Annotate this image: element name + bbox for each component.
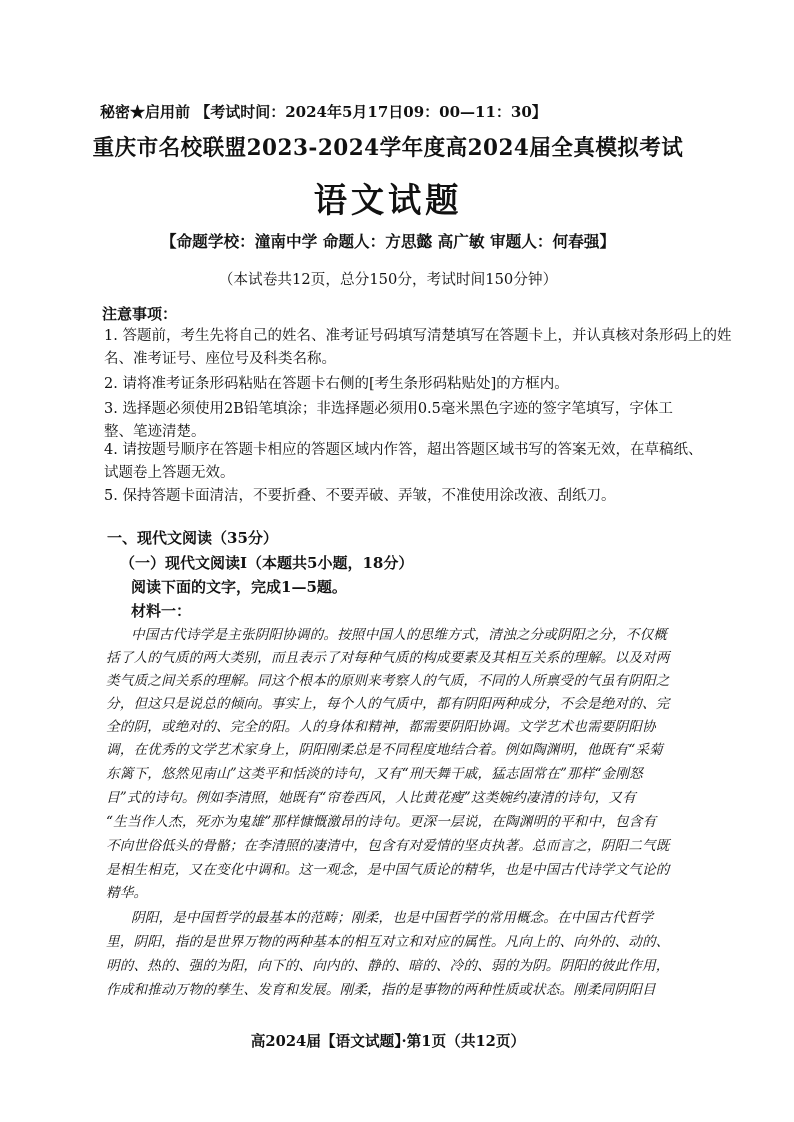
passage-line: 东篱下，悠然见南山”这类平和恬淡的诗句，又有“刑天舞干戚，猛志固常在”那样“金刚怒 xyxy=(106,766,643,782)
passage-line: 调，在优秀的文学艺术家身上，阴阳刚柔总是不同程度地结合着。例如陶渊明，他既有“采菊 xyxy=(106,742,663,758)
confidential-header: 秘密★启用前 【考试时间：2024年5月17日09：00—11：30】 xyxy=(100,103,547,121)
passage-line: 作成和推动万物的孳生、发育和发展。刚柔，指的是事物的两种性质或状态。刚柔同阴阳目 xyxy=(106,982,656,998)
note-line: 4. 请按题号顺序在答题卡相应的答题区域内作答，超出答题区域书写的答案无效，在草稿纸、 xyxy=(104,442,703,458)
note-line: 整、笔迹清楚。 xyxy=(104,424,206,440)
passage-line: 中国古代诗学是主张阴阳协调的。按照中国人的思维方式，清浊之分或阴阳之分，不仅概 xyxy=(131,627,668,643)
section-title: 一、现代文阅读（35分） xyxy=(107,529,278,547)
note-line: 名、准考证号、座位号及科类名称。 xyxy=(104,351,336,367)
passage-line: 不向世俗低头的骨骼；在李清照的凄清中，包含有对爱情的坚贞执著。总而言之，阴阳二气既 xyxy=(106,838,670,854)
passage-line: 阴阳，是中国哲学的最基本的范畴；刚柔，也是中国哲学的常用概念。在中国古代哲学 xyxy=(131,910,654,926)
exam-title: 重庆市名校联盟2023-2024学年度高2024届全真模拟考试 xyxy=(92,135,684,161)
note-line: 试题卷上答题无效。 xyxy=(104,465,235,481)
material-label: 材料一： xyxy=(131,602,192,620)
note-line: 2. 请将准考证条形码粘贴在答题卡右侧的[考生条形码粘贴处]的方框内。 xyxy=(104,376,569,392)
passage-line: 括了人的气质的两大类别，而且表示了对每种气质的构成要素及其相互关系的理解。以及对两 xyxy=(106,650,670,666)
passage-line: 全的阴，或绝对的、完全的阳。人的身体和精神，都需要阴阳协调。文学艺术也需要阴阳协 xyxy=(106,719,656,735)
paper-info: （本试卷共12页，总分150分，考试时间150分钟） xyxy=(218,270,558,288)
notes-title: 注意事项： xyxy=(102,305,178,323)
passage-line: 分，但这只是说总的倾向。事实上，每个人的气质中，都有阴阳两种成分，不会是绝对的、完 xyxy=(106,696,670,712)
passage-line: 类气质之间关系的理解。同这个根本的原则来考察人的气质，不同的人所禀受的气虽有阴阳之 xyxy=(106,673,670,689)
subject-title: 语文试题 xyxy=(313,181,463,221)
section-subtitle: （一）现代文阅读Ⅰ（本题共5小题，18分） xyxy=(120,554,414,572)
passage-line: “生当作人杰，死亦为鬼雄”那样慷慨激昂的诗句。更深一层说，在陶渊明的平和中，包含有 xyxy=(106,814,657,830)
note-line: 1. 答题前，考生先将自己的姓名、准考证号码填写清楚填写在答题卡上，并认真核对条形码上的姓 xyxy=(104,328,732,344)
reading-instruction: 阅读下面的文字，完成1—5题。 xyxy=(131,578,347,596)
passage-line: 目”式的诗句。例如李清照，她既有“帘卷西风，人比黄花瘦”这类婉约凄清的诗句，又有 xyxy=(106,790,636,806)
page-footer: 高2024届【语文试题】·第1页（共12页） xyxy=(250,1032,526,1050)
passage-line: 里，阴阳，指的是世界万物的两种基本的相互对立和对应的属性。凡向上的、向外的、动的、 xyxy=(106,934,670,950)
passage-line: 精华。 xyxy=(106,885,148,901)
authors-line: 【命题学校：潼南中学 命题人：方思懿 高广敏 审题人：何春强】 xyxy=(160,232,616,251)
note-line: 5. 保持答题卡面清洁，不要折叠、不要弄破、弄皱，不准使用涂改液、刮纸刀。 xyxy=(104,488,616,504)
note-line: 3. 选择题必须使用2B铅笔填涂；非选择题必须用0.5毫米黑色字迹的签字笔填写，字体工 xyxy=(104,401,673,417)
passage-line: 是相生相克，又在变化中调和。这一观念，是中国气质论的精华，也是中国古代诗学文气论的 xyxy=(106,862,670,878)
passage-line: 明的、热的、强的为阳，向下的、向内的、静的、暗的、冷的、弱的为阴。阴阳的彼此作用， xyxy=(106,958,670,974)
